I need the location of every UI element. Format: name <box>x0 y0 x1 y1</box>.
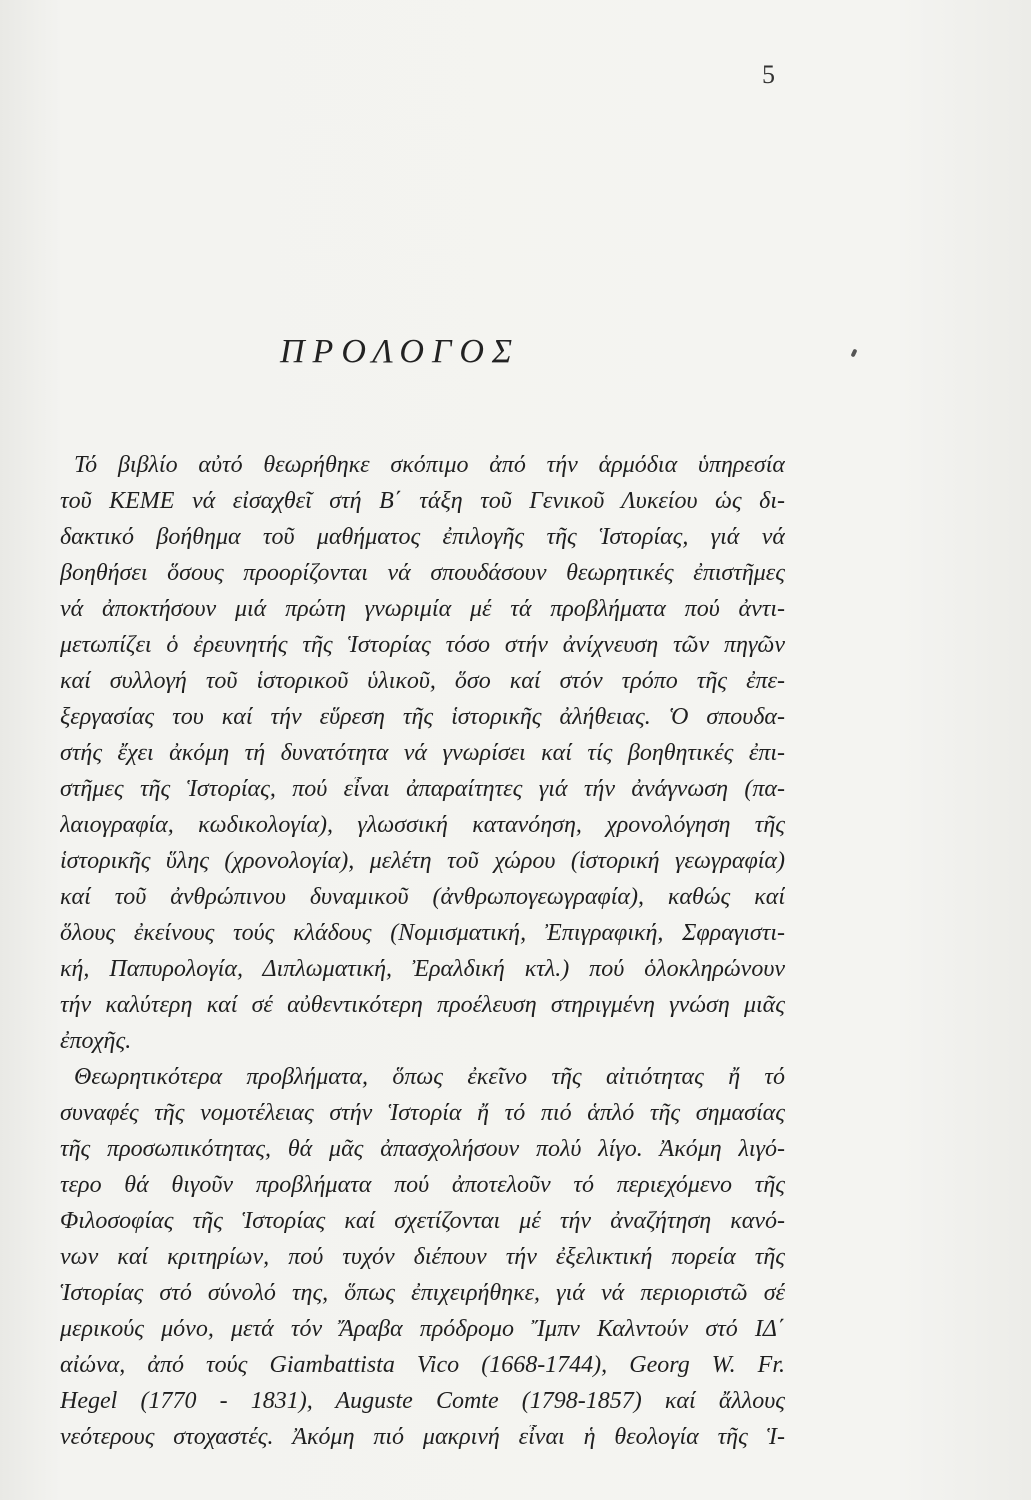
body-line: δακτικό βοήθημα τοῦ μαθήματος ἐπιλογῆς τῆς Ἱστορίας, γιά νά <box>60 525 785 550</box>
body-line: μετωπίζει ὁ ἐρευνητής τῆς Ἱστορίας τόσο στήν ἀνίχνευση τῶν πηγῶν <box>60 633 785 658</box>
page-title: ΠΡΟΛΟΓΟΣ <box>280 333 521 370</box>
body-line: τοῦ ΚΕΜΕ νά εἰσαχθεῖ στή Β΄ τάξη τοῦ Γενικοῦ Λυκείου ὡς δι- <box>60 489 785 514</box>
body-line: Τό βιβλίο αὐτό θεωρήθηκε σκόπιμο ἀπό τήν ἁρμόδια ὑπηρεσία <box>74 453 785 478</box>
body-line: Θεωρητικότερα προβλήματα, ὅπως ἐκεῖνο τῆς αἰτιότητας ἤ τό <box>74 1065 785 1090</box>
body-line: νεότερους στοχαστές. Ἀκόμη πιό μακρινή εἶναι ἡ θεολογία τῆς Ἱ- <box>60 1425 785 1450</box>
body-line: καί τοῦ ἀνθρώπινου δυναμικοῦ (ἀνθρωπογεωγραφία), καθώς καί <box>60 885 785 910</box>
body-line: βοηθήσει ὅσους προορίζονται νά σπουδάσουν θεωρητικές ἐπιστῆμες <box>60 561 785 586</box>
body-line: ἱστορικῆς ὕλης (χρονολογία), μελέτη τοῦ χώρου (ἱστορική γεωγραφία) <box>60 849 785 874</box>
body-line: νων καί κριτηρίων, πού τυχόν διέπουν τήν ἐξελικτική πορεία τῆς <box>60 1245 785 1270</box>
body-line: Hegel (1770 - 1831), Auguste Comte (1798-1857) καί ἄλλους <box>60 1389 785 1414</box>
body-line: μερικούς μόνο, μετά τόν Ἄραβα πρόδρομο Ἴμπν Καλντούν στό ΙΔ΄ <box>60 1317 785 1342</box>
body-line: κή, Παπυρολογία, Διπλωματική, Ἐραλδική κτλ.) πού ὁλοκληρώνουν <box>60 957 785 982</box>
body-line: ξεργασίας του καί τήν εὕρεση τῆς ἱστορικῆς ἀλήθειας. Ὁ σπουδα- <box>60 705 785 730</box>
body-line: λαιογραφία, κωδικολογία), γλωσσική κατανόηση, χρονολόγηση τῆς <box>60 813 785 838</box>
body-line: Φιλοσοφίας τῆς Ἱστορίας καί σχετίζονται μέ τήν ἀναζήτηση κανό- <box>60 1209 785 1234</box>
body-line: στῆμες τῆς Ἱστορίας, πού εἶναι ἀπαραίτητες γιά τήν ἀνάγνωση (πα- <box>60 777 785 802</box>
page-number: 5 <box>762 60 775 89</box>
body-line: ἐποχῆς. <box>60 1029 132 1054</box>
body-line: τερο θά θιγοῦν προβλήματα πού ἀποτελοῦν τό περιεχόμενο τῆς <box>60 1173 785 1198</box>
body-line: καί συλλογή τοῦ ἱστορικοῦ ὑλικοῦ, ὅσο καί στόν τρόπο τῆς ἐπε- <box>60 669 785 694</box>
body-line: στής ἔχει ἀκόμη τή δυνατότητα νά γνωρίσει καί τίς βοηθητικές ἐπι- <box>60 741 785 766</box>
body-line: νά ἀποκτήσουν μιά πρώτη γνωριμία μέ τά προβλήματα πού ἀντι- <box>60 597 785 622</box>
body-line: Ἱστορίας στό σύνολό της, ὅπως ἐπιχειρήθηκε, γιά νά περιοριστῶ σέ <box>60 1281 785 1306</box>
body-line: τήν καλύτερη καί σέ αὐθεντικότερη προέλευση στηριγμένη γνώση μιᾶς <box>60 993 785 1018</box>
print-speck <box>850 349 857 358</box>
body-line: συναφές τῆς νομοτέλειας στήν Ἱστορία ἤ τό πιό ἁπλό τῆς σημασίας <box>60 1101 785 1126</box>
body-line: αἰώνα, ἀπό τούς Giambattista Vico (1668-1744), Georg W. Fr. <box>60 1353 785 1378</box>
body-line: τῆς προσωπικότητας, θά μᾶς ἀπασχολήσουν πολύ λίγο. Ἀκόμη λιγό- <box>60 1137 785 1162</box>
body-line: ὅλους ἐκείνους τούς κλάδους (Νομισματική, Ἐπιγραφική, Σφραγιστι- <box>60 921 785 946</box>
